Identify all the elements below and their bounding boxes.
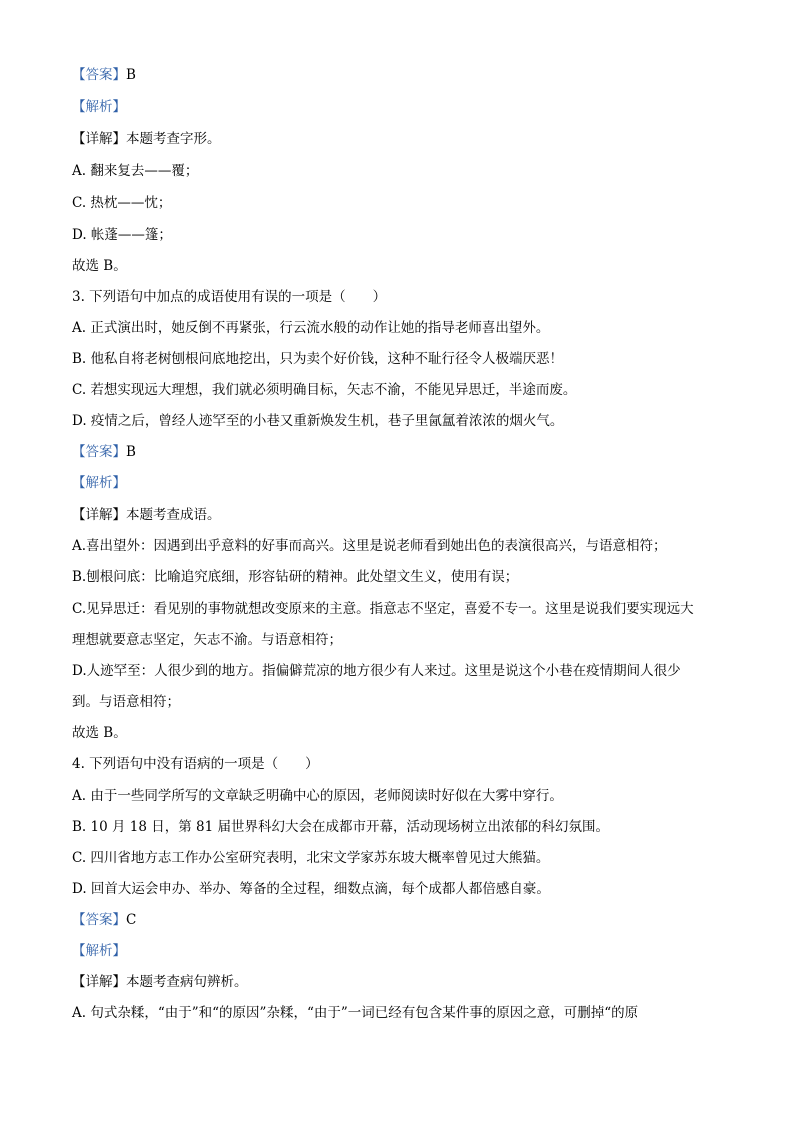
q3-stem: 3. 下列语句中加点的成语使用有误的一项是（ ）	[72, 289, 387, 305]
detail-tag: 【详解】	[72, 507, 126, 523]
q3-option-c: C. 若想实现远大理想，我们就必须明确目标，矢志不渝，不能见异思迁，半途而废。	[72, 382, 577, 398]
q3-conclusion: 故选 B。	[72, 725, 127, 741]
answer-tag: 【答案】	[72, 912, 126, 928]
q4-detail-line	[72, 973, 732, 991]
q4-option-b: B. 10 月 18 日，第 81 届世界科幻大会在成都市开幕，活动现场树立出浓郁的科幻氛围。	[72, 819, 609, 835]
detail-text: 本题考查病句辨析。	[126, 974, 248, 990]
q4-option-c: C. 四川省地方志工作办公室研究表明，北宋文学家苏东坡大概率曾见过大熊猫。	[72, 850, 550, 866]
q4-explanation: A. 句式杂糅，“由于”和“的原因”杂糅，“由于”一词已经有包含某件事的原因之意，可删掉“的原	[72, 1005, 639, 1021]
q2-answer-line	[72, 66, 732, 84]
analysis-tag: 【解析】	[72, 99, 126, 115]
answer-text: B	[126, 444, 136, 460]
detail-text: 本题考查字形。	[126, 131, 221, 147]
q2-conclusion: 故选 B。	[72, 258, 127, 274]
q4-stem: 4. 下列语句中没有语病的一项是（ ）	[72, 756, 319, 772]
q3-explanation: D.人迹罕至：人很少到的地方。指偏僻荒凉的地方很少有人来过。这里是说这个小巷在疫情期间人很少	[72, 663, 681, 679]
q3-answer-line	[72, 443, 732, 461]
q3-option-d: D. 疫情之后，曾经人迹罕至的小巷又重新焕发生机，巷子里氤氲着浓浓的烟火气。	[72, 413, 564, 429]
q3-explanation: B.刨根问底：比喻追究底细，形容钻研的精神。此处望文生义，使用有误；	[72, 569, 519, 585]
q2-analysis-tag	[72, 98, 732, 116]
detail-tag: 【详解】	[72, 131, 126, 147]
answer-tag: 【答案】	[72, 444, 126, 460]
q3-analysis-tag	[72, 474, 732, 492]
analysis-tag: 【解析】	[72, 475, 126, 491]
q3-explanation: C.见异思迁：看见别的事物就想改变原来的主意。指意志不坚定，喜爱不专一。这里是说我们要实现远大	[72, 601, 694, 617]
q3-explanation: 理想就要意志坚定，矢志不渝。与语意相符；	[72, 632, 342, 648]
q2-note: D. 帐蓬——篷；	[72, 227, 172, 243]
q3-explanation: A.喜出望外：因遇到出乎意料的好事而高兴。这里是说老师看到她出色的表演很高兴，与语意相符；	[72, 538, 667, 554]
q3-detail-line	[72, 506, 732, 524]
answer-text: C	[126, 912, 137, 928]
analysis-tag: 【解析】	[72, 943, 126, 959]
detail-text: 本题考查成语。	[126, 507, 221, 523]
answer-text: B	[126, 67, 136, 83]
q3-option-a: A. 正式演出时，她反倒不再紧张，行云流水般的动作让她的指导老师喜出望外。	[72, 320, 550, 336]
q4-option-a: A. 由于一些同学所写的文章缺乏明确中心的原因，老师阅读时好似在大雾中穿行。	[72, 788, 563, 804]
q3-option-b: B. 他私自将老树刨根问底地挖出，只为卖个好价钱，这种不耻行径令人极端厌恶！	[72, 351, 564, 367]
q2-note: C. 热枕——忱；	[72, 195, 172, 211]
q2-detail-line	[72, 130, 732, 148]
q4-analysis-tag	[72, 942, 732, 960]
q4-option-d: D. 回首大运会申办、举办、筹备的全过程，细数点滴，每个成都人都倍感自豪。	[72, 881, 550, 897]
q2-note: A. 翻来复去——覆；	[72, 163, 199, 179]
q4-answer-line	[72, 911, 732, 929]
detail-tag: 【详解】	[72, 974, 126, 990]
answer-tag: 【答案】	[72, 67, 126, 83]
q3-explanation: 到。与语意相符；	[72, 694, 180, 710]
